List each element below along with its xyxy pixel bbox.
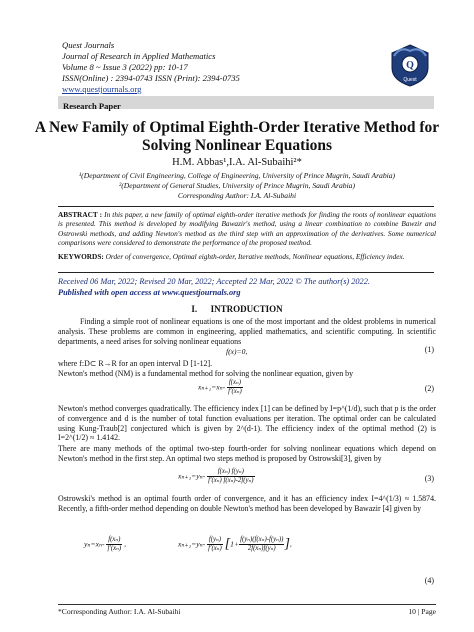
publication-dates — [58, 276, 436, 298]
equation-3-number: (3) — [424, 474, 434, 483]
logo-text: Quest — [403, 77, 417, 83]
paragraph-6: Ostrowski's method is an optimal fourth order of convergence, and it has an efficiency index I=4^(1/3) ≈ 1.5874. Recently, a fifth-order method depending on double Newton's method has been developed by Bawazir [4] given by — [58, 494, 436, 513]
equation-4a-numerator: f(xₙ) — [108, 536, 121, 543]
section-heading — [0, 304, 474, 314]
keywords-label: KEYWORDS: — [58, 252, 104, 261]
equation-3-numerator: f(xₙ) f(yₙ) — [207, 468, 254, 477]
equation-2-fraction — [227, 379, 243, 396]
journal-header — [62, 40, 240, 95]
paper-type: Research Paper — [63, 101, 121, 111]
page-number: 10 | Page — [408, 607, 436, 616]
equation-3-fraction — [207, 468, 254, 485]
keywords-text: Order of convergence, Optimal eighth-order, Iterative methods, Nonlinear equations, Efficiency index. — [105, 252, 405, 261]
svg-text:Q: Q — [406, 60, 414, 71]
paragraph-1: Finding a simple root of nonlinear equations is one of the most important and the oldest problems in numerical analysis. These problems are common in engineering, applied mathematics, and scientific computing. In scientific departments, a need arises for solving nonlinear equations — [58, 317, 436, 346]
equation-2-numerator: f(xₙ) — [228, 379, 242, 386]
affiliations — [0, 171, 474, 201]
equation-1-number: (1) — [424, 345, 434, 354]
corresponding-author: Corresponding Author: I.A. Al-Subaihi — [177, 191, 297, 200]
journal-url-link[interactable]: www.questjournals.org — [62, 84, 142, 94]
equation-2 — [198, 379, 243, 396]
paragraph-4: Newton's method converges quadratically. The efficiency index [1] can be defined by I=p^(1/d), such that p is the order of convergence and d is the number of total function evaluations per iteration. The optimal order can be calculated using Kung-Traub[2] conjectured which is given by 2^(d-1). The efficiency index of the optimal method (2) is I=2^(1/2) ≈ 1.4142. — [58, 404, 436, 443]
journal-issn: ISSN(Online) : 2394-0743 ISSN (Print): 2394-0735 — [62, 73, 240, 83]
equation-4b-fraction — [207, 536, 223, 553]
equation-4b-denominator: f′(xₙ) — [208, 545, 222, 552]
equation-4b-bracket-denominator: 2f(xₙ)f(yₙ) — [247, 545, 276, 552]
paper-title: A New Family of Optimal Eighth-Order Iterative Method for Solving Nonlinear Equations — [34, 119, 440, 154]
section-title: INTRODUCTION — [210, 304, 283, 314]
published-notice: Published with open access at www.questjournals.org — [58, 288, 241, 297]
equation-4b-bracket-fraction — [239, 536, 284, 553]
paragraph-5: There are many methods of the optimal two-step fourth-order for solving nonlinear equations which depend on Newton's method in the first step. An optimal two steps method is proposed by Ostrowski[3], given by — [58, 444, 436, 463]
paper-type-band — [58, 96, 434, 109]
equation-4a: yₙ=xₙ- $\frac{\text{f(xₙ)}}{\text{f′(xₙ)}}$ , — [84, 536, 126, 552]
affiliation-1: ¹(Department of Civil Engineering, College of Engineering, University of Prince Mugrin, Saudi Arabia) — [78, 171, 396, 180]
footer-corresponding-author: *Corresponding Author: I.A. Al-Subaihi — [58, 607, 181, 616]
authors: H.M. Abbas¹,I.A. Al-Subaihi²* — [172, 157, 302, 168]
journal-volume: Volume 8 ~ Issue 3 (2022) pp: 10-17 — [62, 62, 188, 72]
abstract-text: In this paper, a new family of optimal eighth-order iterative methods for finding the roots of nonlinear equations is presented. This method is developed by modifying Bawazir's method, using a linear combination to combine Bawzir and Ostrowski methods, and adding Newton's method as the third step with an approximation of the derivatives. Some numerical comparisons were considered to demonstrate the performance of the proposed method. — [58, 210, 436, 247]
divider-top — [58, 206, 434, 207]
equation-3-denominator: f′(xₙ) f(xₙ)-2f(yₙ) — [208, 477, 254, 484]
journal-series: Journal of Research in Applied Mathematics — [62, 51, 216, 61]
abstract-label: ABSTRACT : — [58, 210, 103, 219]
page-footer — [58, 607, 436, 616]
equation-3 — [178, 468, 255, 485]
journal-logo — [388, 42, 432, 88]
equation-4b-lhs: xₙ₊₁=yₙ- — [178, 539, 206, 549]
section-number: I. — [191, 304, 198, 314]
equation-3-lhs: xₙ₊₁=yₙ- — [178, 471, 206, 481]
keywords — [58, 252, 436, 261]
journal-name: Quest Journals — [62, 40, 115, 50]
paragraph-2: where f:D⊂ R→R for an open interval D [1-12]. — [58, 359, 213, 368]
equation-4-number: (4) — [424, 576, 434, 585]
equation-4b-numerator: f(yₙ) — [208, 536, 222, 543]
equation-4a-denominator: f′(xₙ) — [107, 545, 122, 552]
abstract — [58, 210, 436, 247]
equation-4a-fraction — [106, 536, 122, 553]
affiliation-2: ²(Department of General Studies, University of Prince Mugrin, Saudi Arabia) — [118, 181, 356, 190]
equation-1: f(x)=0, — [226, 347, 248, 356]
equation-4b: xₙ₊₁=yₙ- $\frac{\text{f(yₙ)}}{\text{f′(xₙ)}}$ [1+ $\frac{\text{f(yₙ)(f(xₙ)-f(yₙ))}}{\text{2f(xₙ)f(yₙ)}}$ ], — [178, 536, 292, 552]
equation-4a-lhs: yₙ=xₙ- — [84, 539, 105, 549]
equation-4b-bracket-numerator: f(yₙ)(f(xₙ)-f(yₙ)) — [240, 536, 284, 543]
divider-bottom — [58, 272, 434, 273]
equation-2-denominator: f′(xₙ) — [228, 388, 242, 395]
equation-2-number: (2) — [424, 384, 434, 393]
footer-divider — [58, 604, 436, 605]
equation-2-lhs: xₙ₊₁=xₙ- — [198, 382, 226, 392]
paragraph-3: Newton's method (NM) is a fundamental method for solving the nonlinear equation, given by — [58, 369, 354, 378]
received-dates: Received 06 Mar, 2022; Revised 20 Mar, 2022; Accepted 22 Mar, 2022 © The author(s) 2022. — [58, 277, 370, 286]
